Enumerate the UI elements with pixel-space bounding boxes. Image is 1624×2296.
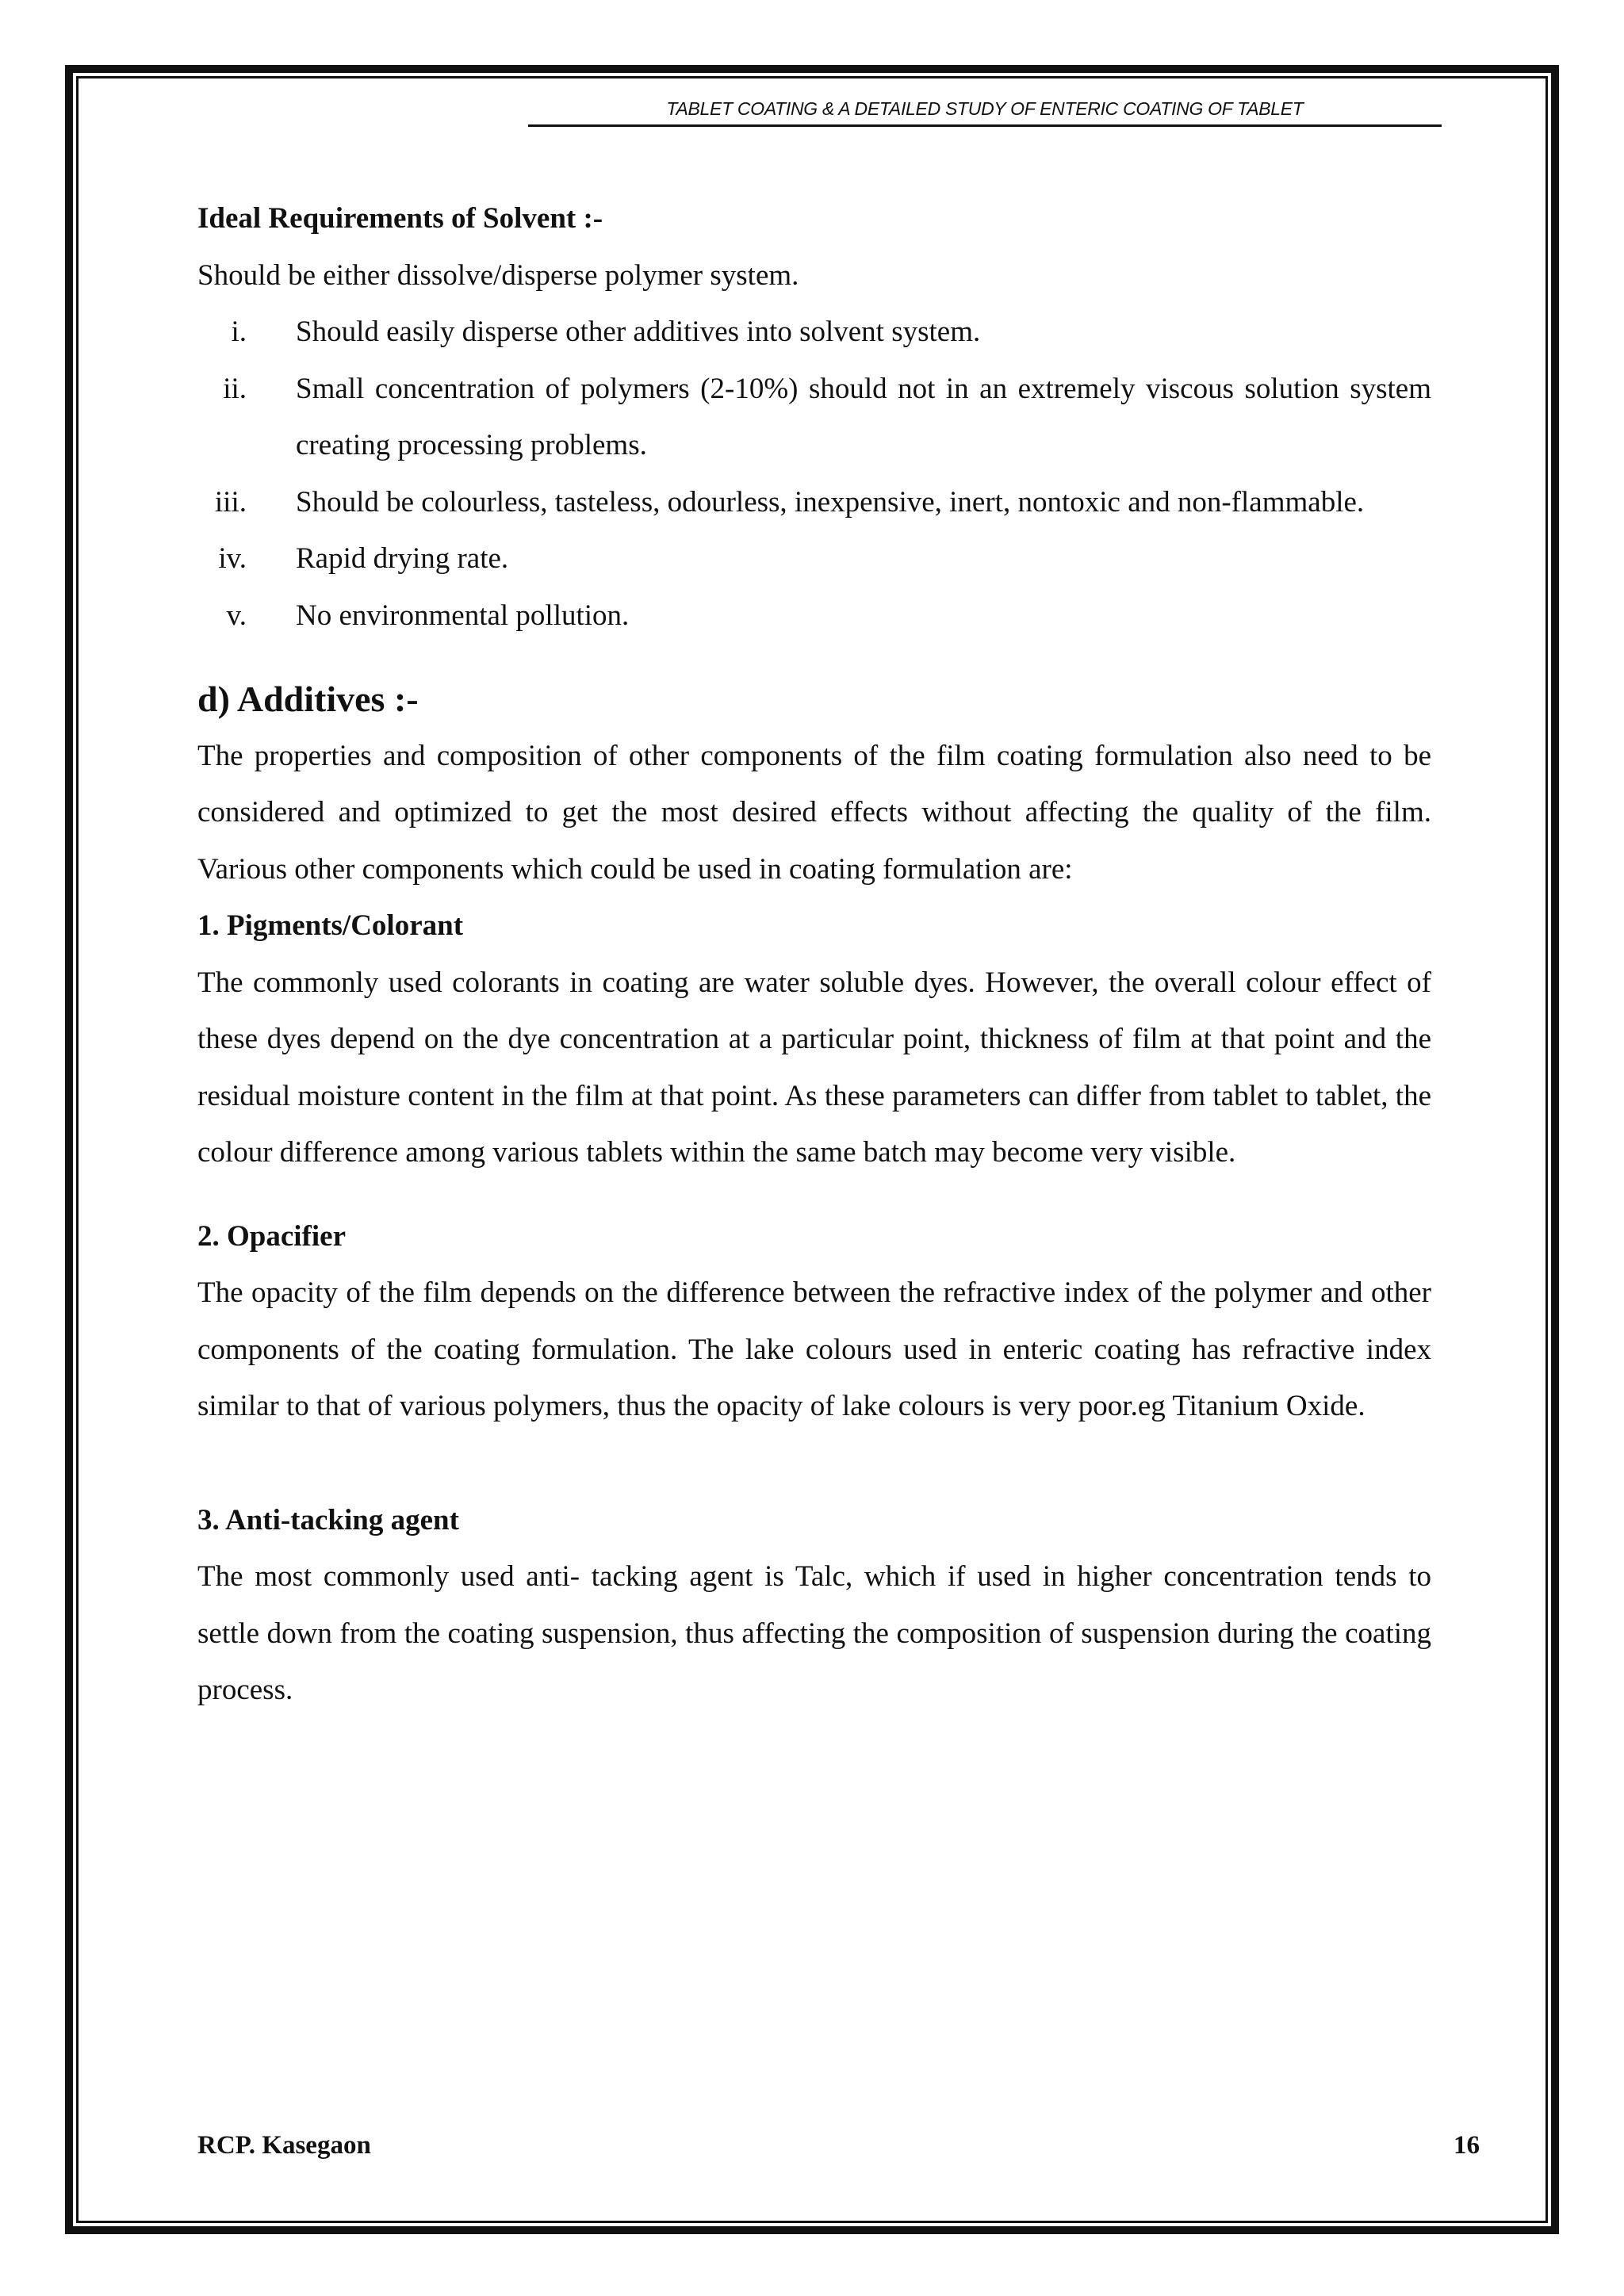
pigments-heading: 1. Pigments/Colorant — [197, 909, 464, 942]
list-item-number: v. — [226, 599, 247, 632]
antitacking-paragraph: The most commonly used anti- tacking agent is Talc, which if used in higher concentration tends to settle down from the coating suspension, thus affecting the composition of suspension during the coating process. — [197, 1560, 1431, 1706]
page-number: 16 — [1454, 2131, 1480, 2160]
list-item-number: ii. — [223, 372, 247, 405]
list-item — [197, 530, 1431, 587]
list-item-number: iii. — [214, 485, 247, 519]
list-item — [197, 361, 1431, 474]
list-item — [197, 587, 1431, 645]
footer-institution: RCP. Kasegaon — [197, 2131, 371, 2160]
list-item-text: Rapid drying rate. — [296, 542, 509, 575]
solvent-heading: Ideal Requirements of Solvent :- — [197, 202, 603, 235]
additives-intro: The properties and composition of other components of the film coating formulation also need to be considered and optimized to get the most desired effects without affecting the quality of the film. Various other components which could be used in coating formulation are: — [197, 739, 1431, 886]
opacifier-paragraph: The opacity of the film depends on the difference between the refractive index of the polymer and other components of the coating formulation. The lake colours used in enteric coating has refractive index similar to that of various polymers, thus the opacity of lake colours is very poor.eg Titanium Oxide. — [197, 1276, 1431, 1422]
list-item-text: No environmental pollution. — [296, 599, 630, 632]
antitacking-heading: 3. Anti-tacking agent — [197, 1503, 459, 1536]
solvent-requirements-list — [197, 304, 1431, 644]
running-header: TABLET COATING & A DETAILED STUDY OF ENTERIC COATING OF TABLET — [528, 95, 1442, 127]
list-item-number: i. — [231, 316, 247, 348]
page-content — [197, 190, 1431, 1719]
additives-heading: d) Additives :- — [197, 679, 419, 719]
list-item — [197, 304, 1431, 361]
list-item-number: iv. — [218, 542, 247, 575]
list-item-text: Should be colourless, tasteless, odourless, inexpensive, inert, nontoxic and non-flammable. — [296, 485, 1365, 519]
list-item — [197, 474, 1431, 531]
list-item-text: Should easily disperse other additives into solvent system. — [296, 316, 981, 348]
list-item-text: Small concentration of polymers (2-10%) should not in an extremely viscous solution system creating processing problems. — [296, 372, 1431, 461]
solvent-intro: Should be either dissolve/disperse polymer system. — [197, 258, 799, 292]
opacifier-heading: 2. Opacifier — [197, 1219, 347, 1253]
pigments-paragraph: The commonly used colorants in coating are water soluble dyes. However, the overall colour effect of these dyes depend on the dye concentration at a particular point, thickness of film at that point and the residual moisture content in the film at that point. As these parameters can differ from tablet to tablet, the colour difference among various tablets within the same batch may become very visible. — [197, 966, 1431, 1169]
